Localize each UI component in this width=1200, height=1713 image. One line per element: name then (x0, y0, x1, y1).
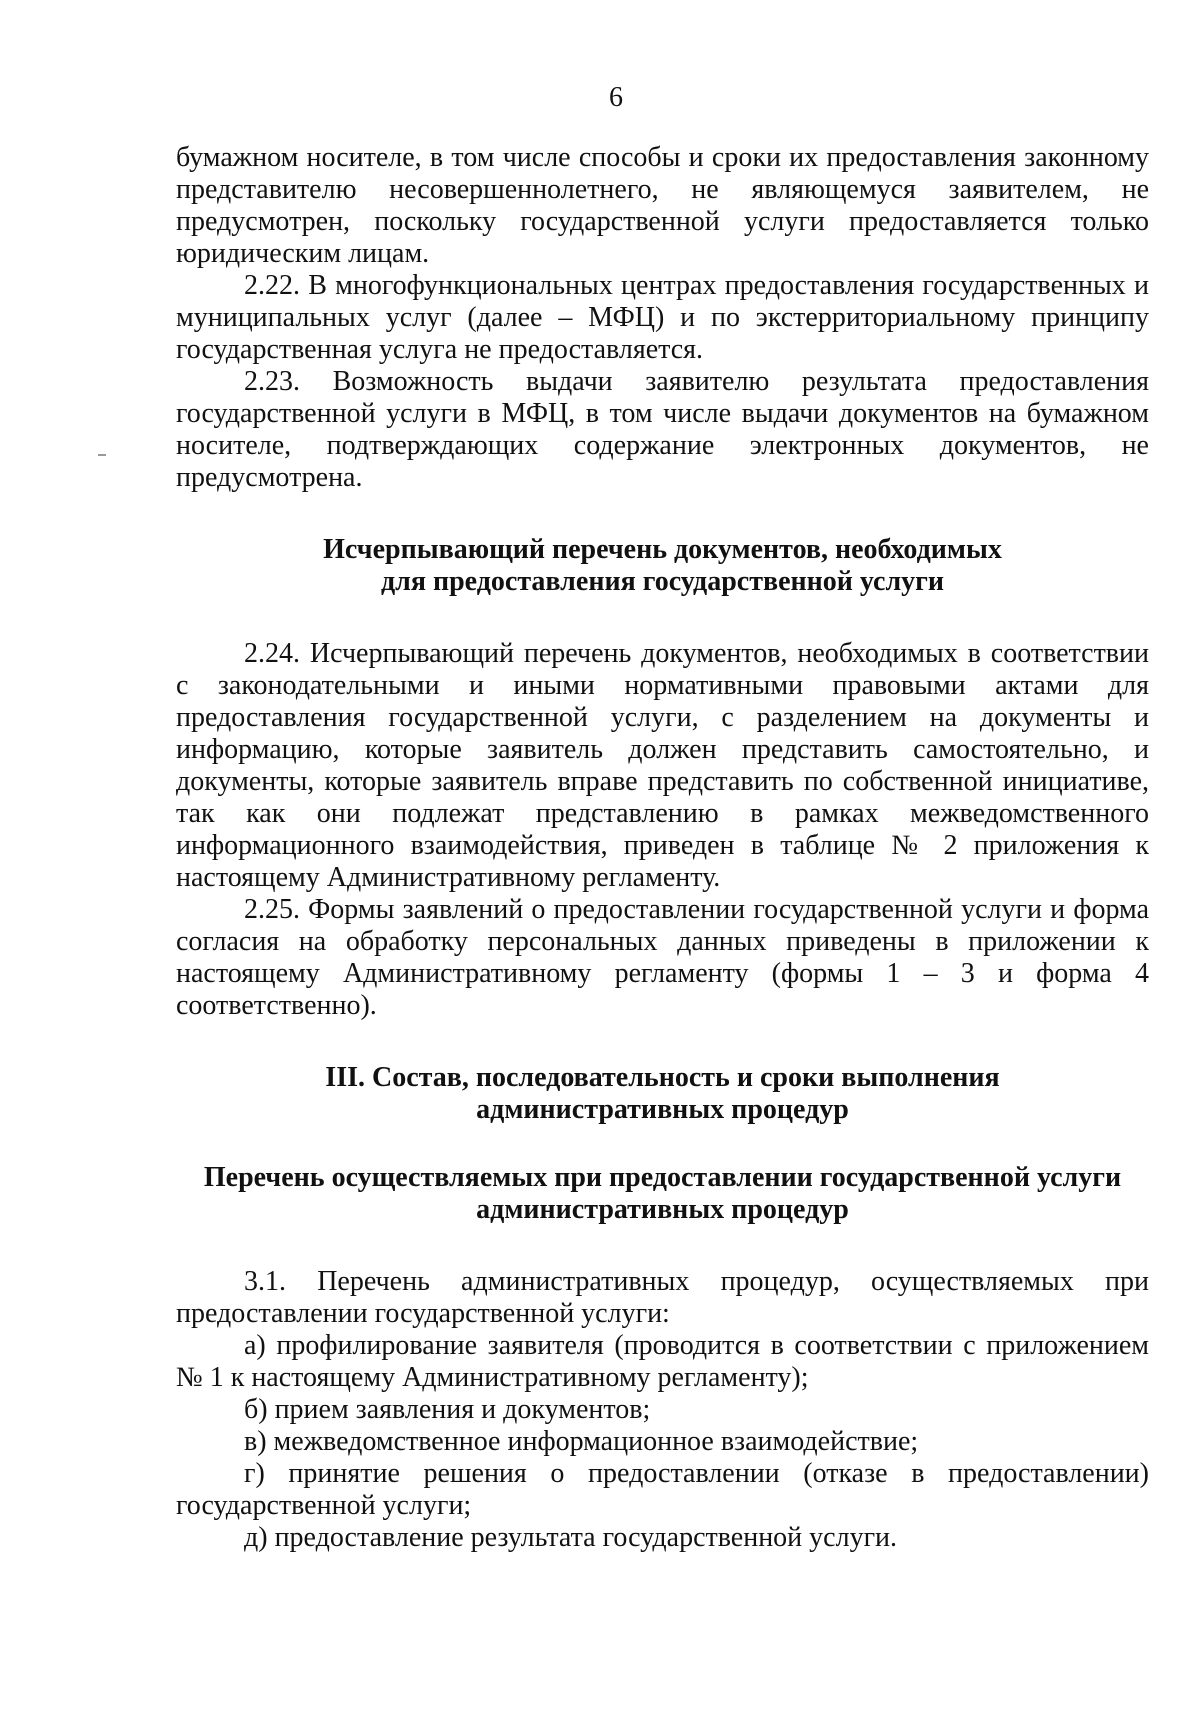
spacer (176, 494, 1149, 534)
document-body (176, 142, 1149, 1554)
list-item: а) профилирование заявителя (проводится в соответствии с приложением № 1 к настоящему Административному регламенту); (176, 1330, 1149, 1393)
page-number: 6 (609, 82, 623, 113)
paragraph-continued: бумажном носителе, в том числе способы и сроки их предоставления законному представителю несовершеннолетнего, не являющемуся заявителем, не предусмотрен, поскольку государственной услуги предоставляется только юридическим лицам. (176, 142, 1149, 269)
paragraph-2-22: 2.22. В многофункциональных центрах предоставления государственных и муниципальных услуг (далее – МФЦ) и по экстерриториальному принципу государственная услуга не предоставляется. (176, 270, 1149, 365)
spacer (176, 1126, 1149, 1162)
heading-documents-line-2: для предоставления государственной услуги (380, 566, 945, 597)
paragraph-2-25: 2.25. Формы заявлений о предоставлении государственной услуги и форма согласия на обработку персональных данных приведены в приложении к настоящему Административному регламенту (формы 1 – 3 и форма 4 соответственно). (176, 894, 1149, 1021)
paragraph-2-23: 2.23. Возможность выдачи заявителю результата предоставления государственной услуги в МФЦ, в том числе выдачи документов на бумажном носителе, подтверждающих содержание электронных документов, не предусмотрена. (176, 366, 1149, 493)
heading-section-3-line-1: III. Состав, последовательность и сроки выполнения (325, 1062, 1000, 1093)
paragraph-2-24: 2.24. Исчерпывающий перечень документов, необходимых в соответствии с законодательными и иными нормативными правовыми актами для предоставления государственной услуги, с разделением на документы и информацию, которые заявитель должен представить самостоятельно, и документы, которые заявитель вправе представить по собственной инициативе, так как они подлежат представлению в рамках межведомственного информационного взаимодействия, приведен в таблице № 2 приложения к настоящему Административному регламенту. (176, 638, 1149, 893)
heading-section-3 (166, 1062, 1159, 1126)
spacer (176, 1226, 1149, 1266)
list-item: г) принятие решения о предоставлении (отказе в предоставлении) государственной услуги; (176, 1458, 1149, 1521)
list-item: в) межведомственное информационное взаимодействие; (244, 1426, 919, 1457)
heading-procedures (166, 1162, 1159, 1226)
heading-procedures-line-2: административных процедур (476, 1194, 849, 1225)
heading-documents-line-1: Исчерпывающий перечень документов, необходимых (323, 534, 1002, 565)
list-item: б) прием заявления и документов; (244, 1394, 651, 1425)
heading-procedures-line-1: Перечень осуществляемых при предоставлении государственной услуги (203, 1162, 1122, 1193)
spacer (176, 598, 1149, 638)
paragraph-3-1: 3.1. Перечень административных процедур, осуществляемых при предоставлении государственной услуги: (176, 1266, 1149, 1329)
spacer (176, 1022, 1149, 1062)
heading-documents (166, 534, 1159, 598)
list-item: д) предоставление результата государственной услуги. (244, 1522, 898, 1553)
margin-mark (98, 454, 106, 456)
heading-section-3-line-2: административных процедур (476, 1094, 849, 1125)
